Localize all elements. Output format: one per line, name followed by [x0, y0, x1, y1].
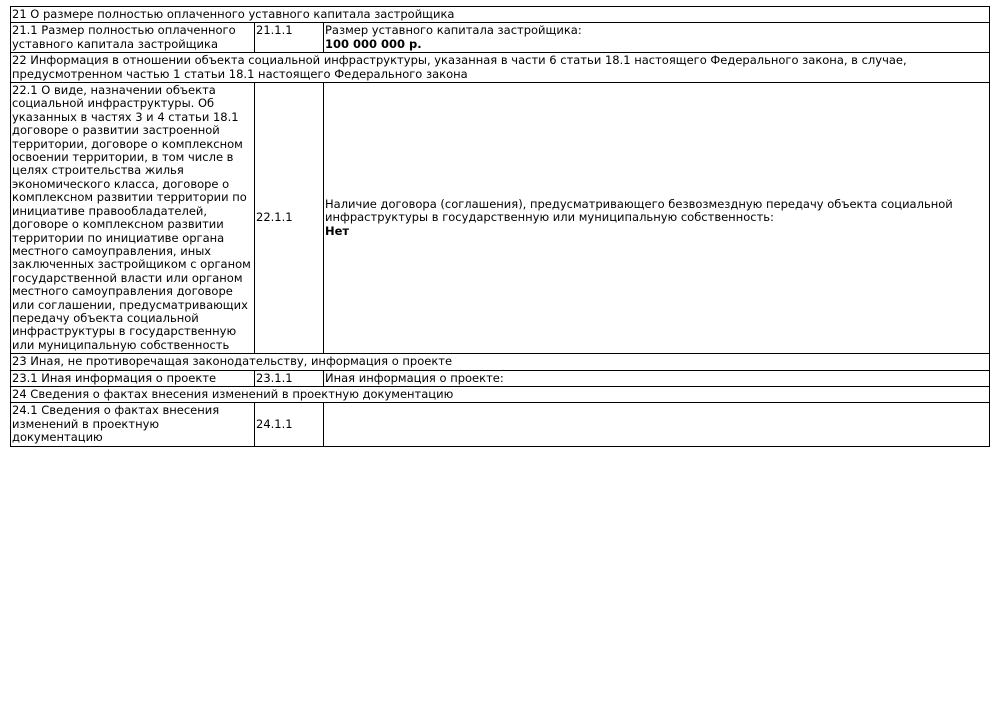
section-header-row	[11, 53, 990, 83]
section-22-header: 22 Информация в отношении объекта социальной инфраструктуры, указанная в части 6 статьи 18.1 настоящего Федерального закона, в случае, предусмотренном частью 1 статьи 18.1 настоящего Федерального закона	[11, 53, 990, 83]
section-24-header: 24 Сведения о фактах внесения изменений в проектную документацию	[11, 386, 990, 402]
row-24-1-code: 24.1.1	[255, 403, 324, 446]
row-21-1-value-label: Размер уставного капитала застройщика:	[325, 23, 582, 38]
row-21-1-value: 100 000 000 р.	[325, 36, 422, 51]
row-22-1-value: Нет	[325, 223, 350, 238]
project-declaration-table	[10, 6, 990, 447]
row-21-1-code: 21.1.1	[255, 23, 324, 53]
section-header-row	[11, 386, 990, 402]
row-21-1-label: 21.1 Размер полностью оплаченного уставного капитала застройщика	[11, 23, 255, 53]
table-row	[11, 370, 990, 386]
document-sheet	[10, 6, 989, 447]
section-23-header: 23 Иная, не противоречащая законодательству, информация о проекте	[11, 354, 990, 370]
table-row	[11, 23, 990, 53]
section-header-row	[11, 7, 990, 23]
row-24-1-label: 24.1 Сведения о фактах внесения изменений в проектную документацию	[11, 403, 255, 446]
row-23-1-code: 23.1.1	[255, 370, 324, 386]
row-21-1-value-cell	[324, 23, 990, 53]
row-23-1-value-label: Иная информация о проекте:	[325, 370, 504, 385]
row-22-1-label: 22.1 О виде, назначении объекта социальной инфраструктуры. Об указанных в частях 3 и 4 статьи 18.1 договоре о развитии застроенной территории, договоре о комплексном освоении территории, в том числе в целях строительства жилья экономического класса, договоре о комплексном развитии территории по инициативе правообладателей, договоре о комплексном развитии территории по инициативе органа местного самоуправления, иных заключенных застройщиком с органом государственной власти или органом местного самоуправления договоре или соглашении, предусматривающих передачу объекта социальной инфраструктуры в государственную или муниципальную собственность	[11, 83, 255, 354]
row-22-1-value-label: Наличие договора (соглашения), предусматривающего безвозмездную передачу объекта социальной инфраструктуры в государственную или муниципальную собственность:	[325, 196, 953, 225]
section-header-row	[11, 354, 990, 370]
row-22-1-code: 22.1.1	[255, 83, 324, 354]
section-21-header: 21 О размере полностью оплаченного уставного капитала застройщика	[11, 7, 990, 23]
table-row	[11, 403, 990, 446]
table-row	[11, 83, 990, 354]
row-23-1-label: 23.1 Иная информация о проекте	[11, 370, 255, 386]
row-22-1-value-cell	[324, 83, 990, 354]
row-23-1-value-cell	[324, 370, 990, 386]
row-24-1-value-cell	[324, 403, 990, 446]
